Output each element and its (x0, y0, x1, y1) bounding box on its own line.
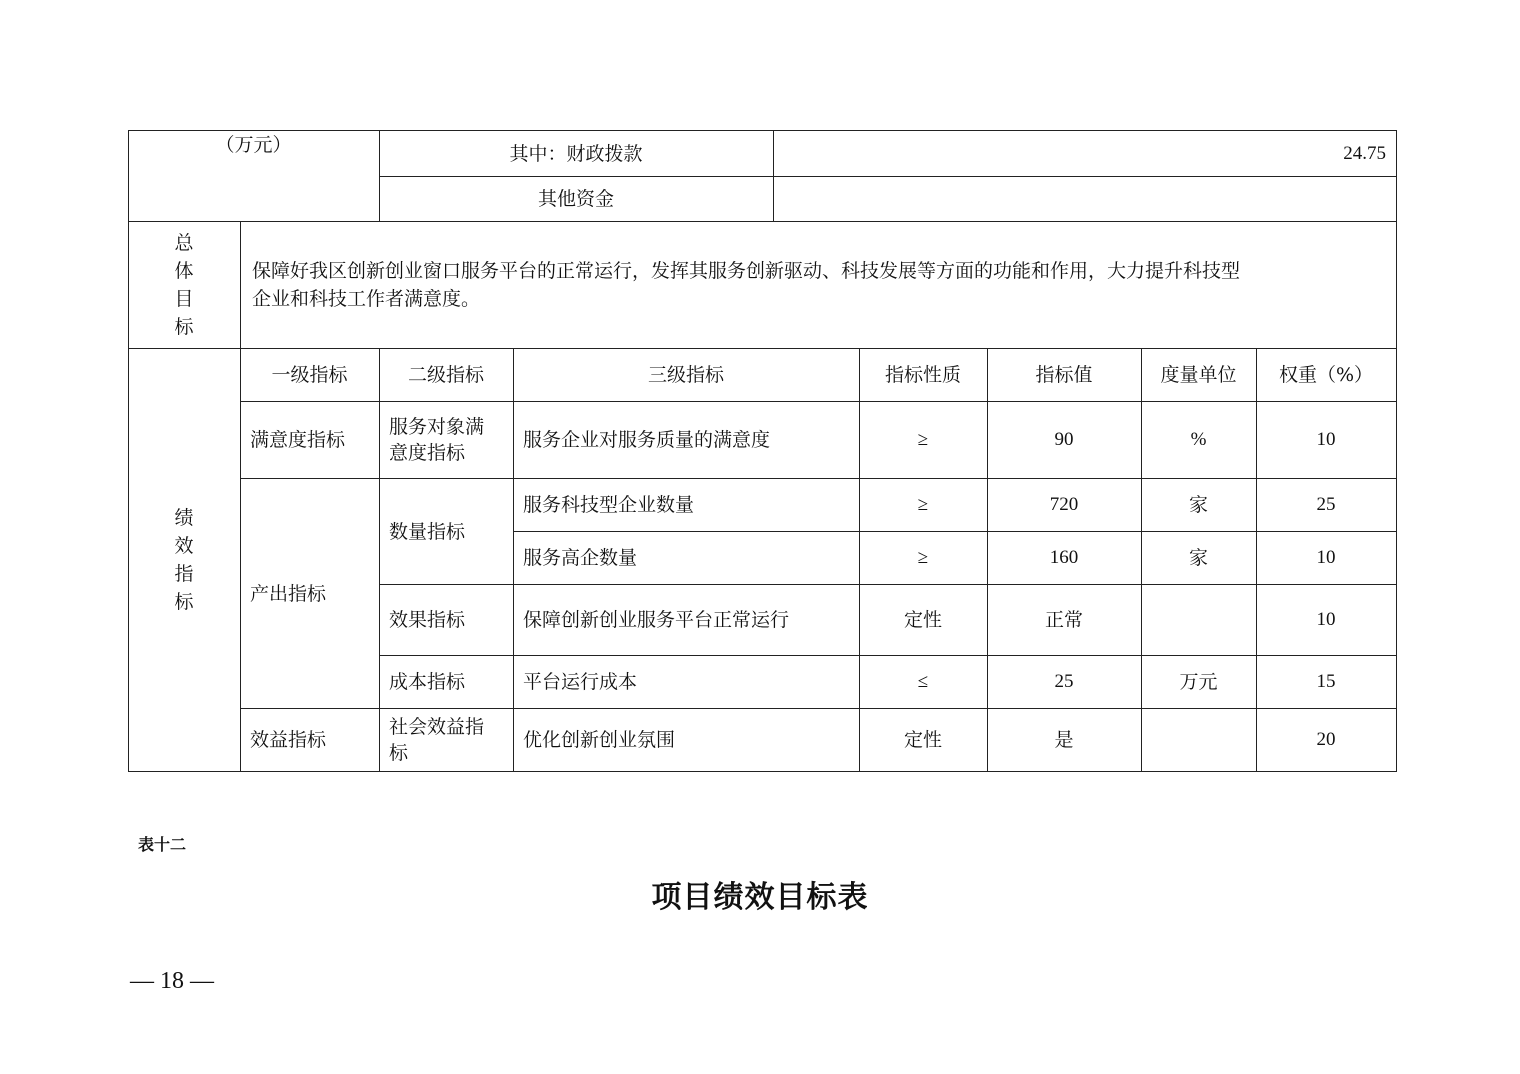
page-number: — 18 — (130, 968, 214, 994)
level1-benefit: 效益指标 (250, 729, 327, 751)
table-row-2-value: 160 (1049, 547, 1079, 568)
level2-effect: 效果指标 (389, 609, 466, 631)
table-row-3-level3: 保障创新创业服务平台正常运行 (523, 609, 790, 631)
table-row-4-nature: ≤ (917, 671, 929, 692)
overall-goal-text: 保障好我区创新创业窗口服务平台的正常运行，发挥其服务创新驱动、科技发展等方面的功能和作用，大力提升科技型 企业和科技工作者满意度。 (252, 260, 1241, 310)
table-row-0-nature: ≥ (917, 429, 929, 450)
table-row-4-unit: 万元 (1179, 671, 1218, 693)
table-row-2-level3: 服务高企数量 (523, 547, 638, 569)
performance-indicators-label: 绩 效 指 标 (174, 507, 194, 613)
table-row-2-weight: 10 (1316, 547, 1336, 568)
table-row-2-unit: 家 (1188, 547, 1208, 569)
table-row-1-value: 720 (1049, 494, 1079, 515)
table-row-3-nature: 定性 (903, 609, 942, 631)
header-weight: 权重（%） (1278, 364, 1374, 386)
fiscal-allocation-label: 其中：财政拨款 (509, 142, 643, 165)
table-row-3-unit (1141, 585, 1256, 655)
level2-service-satisfaction: 服务对象满 意度指标 (389, 416, 485, 464)
level2-social-benefit: 社会效益指 标 (389, 716, 485, 764)
level1-output: 产出指标 (250, 582, 327, 605)
header-level1: 一级指标 (271, 364, 348, 386)
table-row-4-level3: 平台运行成本 (523, 671, 638, 693)
table-row-0-unit: % (1190, 429, 1207, 450)
table-row-0-level3: 服务企业对服务质量的满意度 (523, 429, 771, 451)
table-number-label: 表十二 (138, 835, 187, 854)
table-row-4-weight: 15 (1316, 671, 1336, 692)
table-row-1-level3: 服务科技型企业数量 (523, 494, 695, 516)
overall-goal-label: 总 体 目 标 (174, 232, 194, 338)
funding-unit-label: （万元） (215, 134, 292, 156)
table-row-4-value: 25 (1054, 671, 1074, 692)
table-row-1-nature: ≥ (917, 494, 929, 515)
level2-quantity: 数量指标 (389, 520, 466, 543)
table-row-0-weight: 10 (1316, 429, 1336, 450)
table-row-1-weight: 25 (1316, 494, 1336, 515)
table-row-5-value: 是 (1054, 729, 1074, 751)
level1-satisfaction: 满意度指标 (250, 429, 346, 451)
header-value: 指标值 (1035, 364, 1093, 386)
fiscal-allocation-value: 24.75 (1343, 142, 1386, 164)
table-row-5-level3: 优化创新创业氛围 (523, 729, 676, 751)
table-row-3-weight: 10 (1316, 609, 1336, 630)
table-row-5-nature: 定性 (903, 729, 942, 751)
header-level3: 三级指标 (647, 364, 724, 386)
table-row-2-nature: ≥ (917, 547, 929, 568)
other-funds-label: 其他资金 (537, 188, 614, 210)
header-nature: 指标性质 (884, 364, 961, 386)
table-row-0-value: 90 (1054, 429, 1074, 450)
table-row-5-unit (1141, 709, 1256, 771)
table-row-1-unit: 家 (1188, 494, 1208, 516)
table-row-5-weight: 20 (1316, 729, 1336, 750)
table-row-3-value: 正常 (1044, 609, 1083, 631)
header-unit: 度量单位 (1160, 364, 1237, 386)
level2-cost: 成本指标 (389, 671, 466, 693)
header-level2: 二级指标 (407, 364, 484, 386)
section-title: 项目绩效目标表 (651, 880, 869, 915)
other-funds-value (773, 177, 1396, 221)
